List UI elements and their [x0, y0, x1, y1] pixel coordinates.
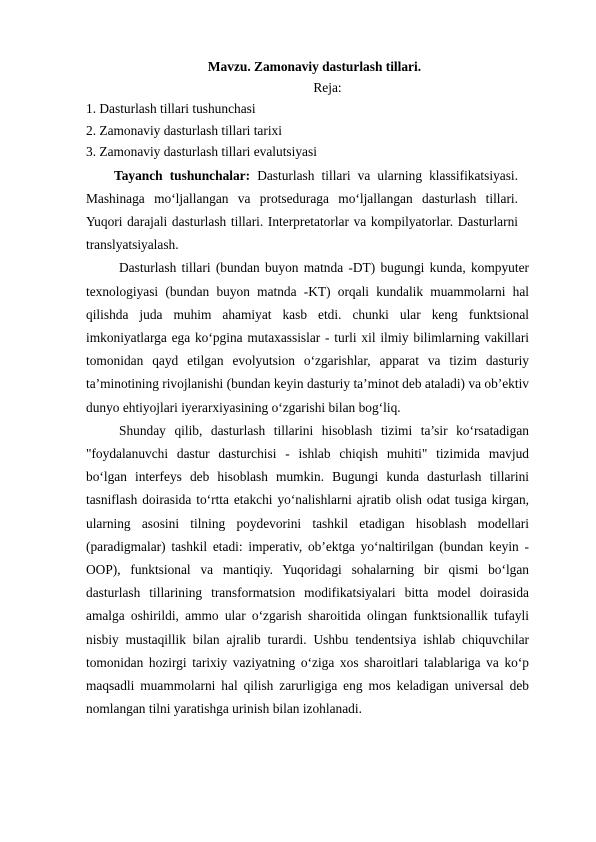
plan-item-1: 1. Dasturlash tillari tushunchasi: [86, 101, 256, 116]
plan-item-3: 3. Zamonaviy dasturlash tillari evalutsiyasi: [86, 144, 317, 159]
keywords-paragraph: [86, 164, 518, 257]
plan-heading: Reja:: [313, 80, 342, 95]
keywords-text: Dasturlash tillari va ularning klassifikatsiyasi. Mashinaga mo‘ljallangan va protseduraga mo‘ljallangan dasturlash tillari. Yuqori darajali dasturlash tillari. Interpretatorlar va kompilyatorlar. Dasturlarni translyatsiyalash.: [86, 167, 518, 253]
keywords-label: Tayanch tushunchalar:: [114, 167, 251, 183]
document-title: Mavzu. Zamonaviy dasturlash tillari.: [207, 59, 422, 74]
document-page: [86, 58, 529, 720]
plan-item-2: 2. Zamonaviy dasturlash tillari tarixi: [86, 122, 282, 138]
plan-list: [86, 98, 529, 163]
body-paragraph-1: Dasturlash tillari (bundan buyon matnda -DT) bugungi kunda, kompyuter texnologiyasi (bundan buyon matnda -KT) orqali kundalik muammolarni hal qilishda juda muhim ahamiyat kasb etdi. chunki ular keng funktsional imkoniyatlarga ega ko‘pgina mutaxassislar - turli xil ilmiy bilimlarning vakillari tomonidan qayd etilgan evolyutsion o‘zgarishlar, apparat va tizim dasturiy ta’minotining rivojlanishi (bundan keyin dasturiy ta’minot deb ataladi) va ob’ektiv dunyo ehtiyojlari iyerarxiyasining o‘zgarishi bilan bog‘liq.: [86, 260, 529, 415]
body-paragraph-2: Shunday qilib, dasturlash tillarini hisoblash tizimi ta’sir ko‘rsatadigan "foydalanuvchi dastur dasturchisi - ishlab chiqish muhiti" tizimida mavjud bo‘lgan interfeys deb hisoblash mumkin. Bugungi kunda dasturlash tillarini tasniflash doirasida to‘rtta etakchi yo‘nalishlarni ajratib olish odat tusiga kirgan, ularning asosini tilning poydevorini tashkil etadigan hisoblash modellari (paradigmalar) tashkil etadi: imperativ, ob’ektga yo‘naltirilgan (bundan keyin - OOP), funktsional va mantiqiy. Yuqoridagi sohalarning bir qismi bo‘lgan dasturlash tillarining transformatsion modifikatsiyalari bitta model doirasida amalga oshirildi, ammo ular o‘zgarish sharoitida olingan funktsionallik tufayli nisbiy mustaqillik bilan ajralib turardi. Ushbu tendentsiya ishlab chiquvchilar tomonidan hozirgi tarixiy vaziyatning o‘ziga xos sharoitlari talablariga va ko‘p maqsadli muammolarni hal qilish zarurligiga eng mos keladigan universal deb nomlangan tilni yaratishga urinish bilan izohlanadi.: [86, 422, 529, 717]
